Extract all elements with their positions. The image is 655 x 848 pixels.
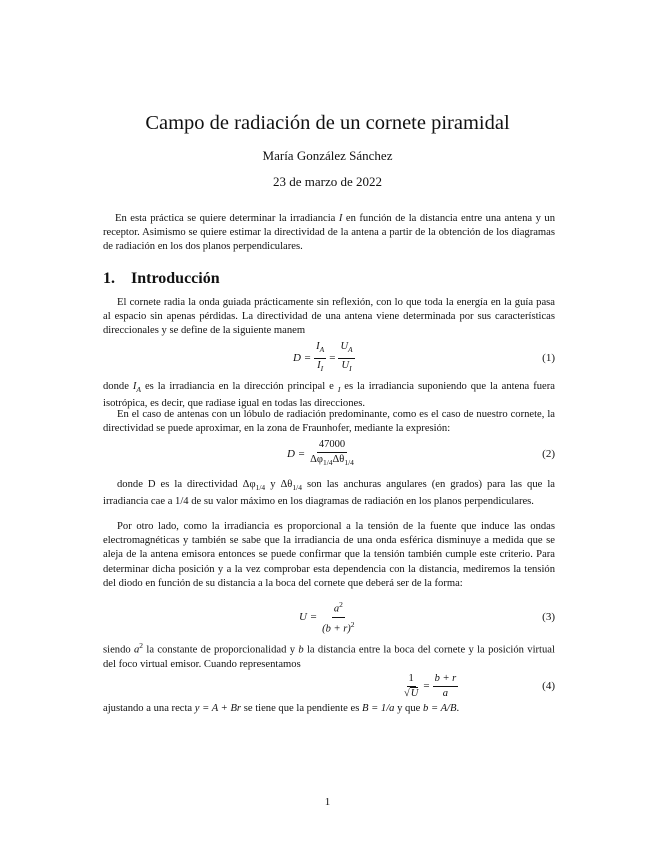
eq1-equals: = xyxy=(329,352,336,364)
author: María González Sánchez xyxy=(262,148,393,163)
section-heading xyxy=(103,270,220,288)
paragraph-3: En el caso de antenas con un lóbulo de radiación predominante, como es el caso de nuestro cornete, la directividad se puede aproximar, en la zona de Fraunhofer, mediante la expresión: xyxy=(103,409,555,435)
paragraph-5: Por otro lado, como la irradiancia es proporcional a la tensión de la fuente que induce las ondas electromagnéticas y también se sabe que la irradiancia de una onda esférica disminuye a medida que se aleja de la antena emisora entonces se puede confirmar que la tensión también cumple este criterio. Para determinar dicha posición y a la vez comprobar esta dependencia con la distancia, mediremos la tensión del diodo en función de su distancia a la boca del cornete que deberá ser de la forma: xyxy=(103,521,555,589)
eq1-frac-1: $\frac{I_A}{I_I}$ xyxy=(316,341,325,373)
paragraph-7: ajustando a una recta y = A + Br se tiene que la pendiente es B = 1/a y que b = A/B. xyxy=(103,703,460,714)
equation-3 xyxy=(103,597,555,637)
eq1-frac-2: $\frac{U_A}{U_I}$ xyxy=(340,341,353,373)
eq2-number: (2) xyxy=(542,448,555,460)
paragraph-2: donde $I_A$ es la irradiancia en la dirección principal e $_I$ es la irradiancia suponiendo que la antena fuera isotrópica, es decir, que radiase igual en todas las direcciones. xyxy=(103,381,555,410)
date: 23 de marzo de 2022 xyxy=(272,174,383,189)
eq3-frac: $\frac{a^2}{(b + r)^2}$ xyxy=(322,600,355,634)
equation-4 xyxy=(103,666,555,706)
paragraph-4: donde D es la directividad $\Delta\varphi_{1/4}$ y $\Delta\theta_{1/4}$ son las anchuras angulares (en grados) para las que la irradiancia cae a 1/4 de su valor máximo en los diagramas de radiación en los planos perpendiculares. xyxy=(103,479,556,508)
eq2-frac: $\frac{47000}{\Delta\varphi_{1/4}\Delta\theta_{1/4}}$ xyxy=(310,438,354,468)
eq2-lhs: D = xyxy=(287,448,306,460)
paragraph-6: siendo $a^2$ la constante de proporcionalidad y b la distancia entre la boca del cornete y la posición virtual del foco virtual emisor. Cuando representamos xyxy=(103,641,555,670)
section-number: 1. xyxy=(103,270,115,287)
eq3-number: (3) xyxy=(542,611,555,623)
eq1-lhs: D = xyxy=(293,352,312,364)
eq4-frac-2: $\frac{b + r}{a}$ xyxy=(434,672,457,699)
abstract-text-2: en función de la distancia entre una antena y un receptor. Asimismo se quiere estimar la directividad de la antena a partir de la obtención de los diagramas de radiación en los dos planos perpendiculares. xyxy=(103,213,555,253)
equation-2 xyxy=(103,434,555,474)
eq4-equals: = xyxy=(423,680,430,692)
page-number: 1 xyxy=(324,796,331,808)
abstract-text-1: En esta práctica se quiere determinar la irradiancia xyxy=(115,213,336,224)
eq4-frac-1: $\frac{1}{√U}$ xyxy=(404,672,419,699)
eq3-lhs: U = xyxy=(299,611,318,623)
symbol-I: I xyxy=(338,213,343,224)
abstract xyxy=(103,212,555,255)
paragraph-1: El cornete radia la onda guiada prácticamente sin reflexión, con lo que toda la energía en la guía pasa al espacio sin apenas pérdidas. La directividad de una antena viene determinada por sus características direccionales y se define de la siguiente manem xyxy=(103,297,555,337)
eq1-number: (1) xyxy=(542,352,555,364)
page-title: Campo de radiación de un cornete piramidal xyxy=(145,112,510,134)
eq4-number: (4) xyxy=(542,680,555,692)
equation-1 xyxy=(103,338,555,378)
section-title: Introducción xyxy=(131,270,220,287)
